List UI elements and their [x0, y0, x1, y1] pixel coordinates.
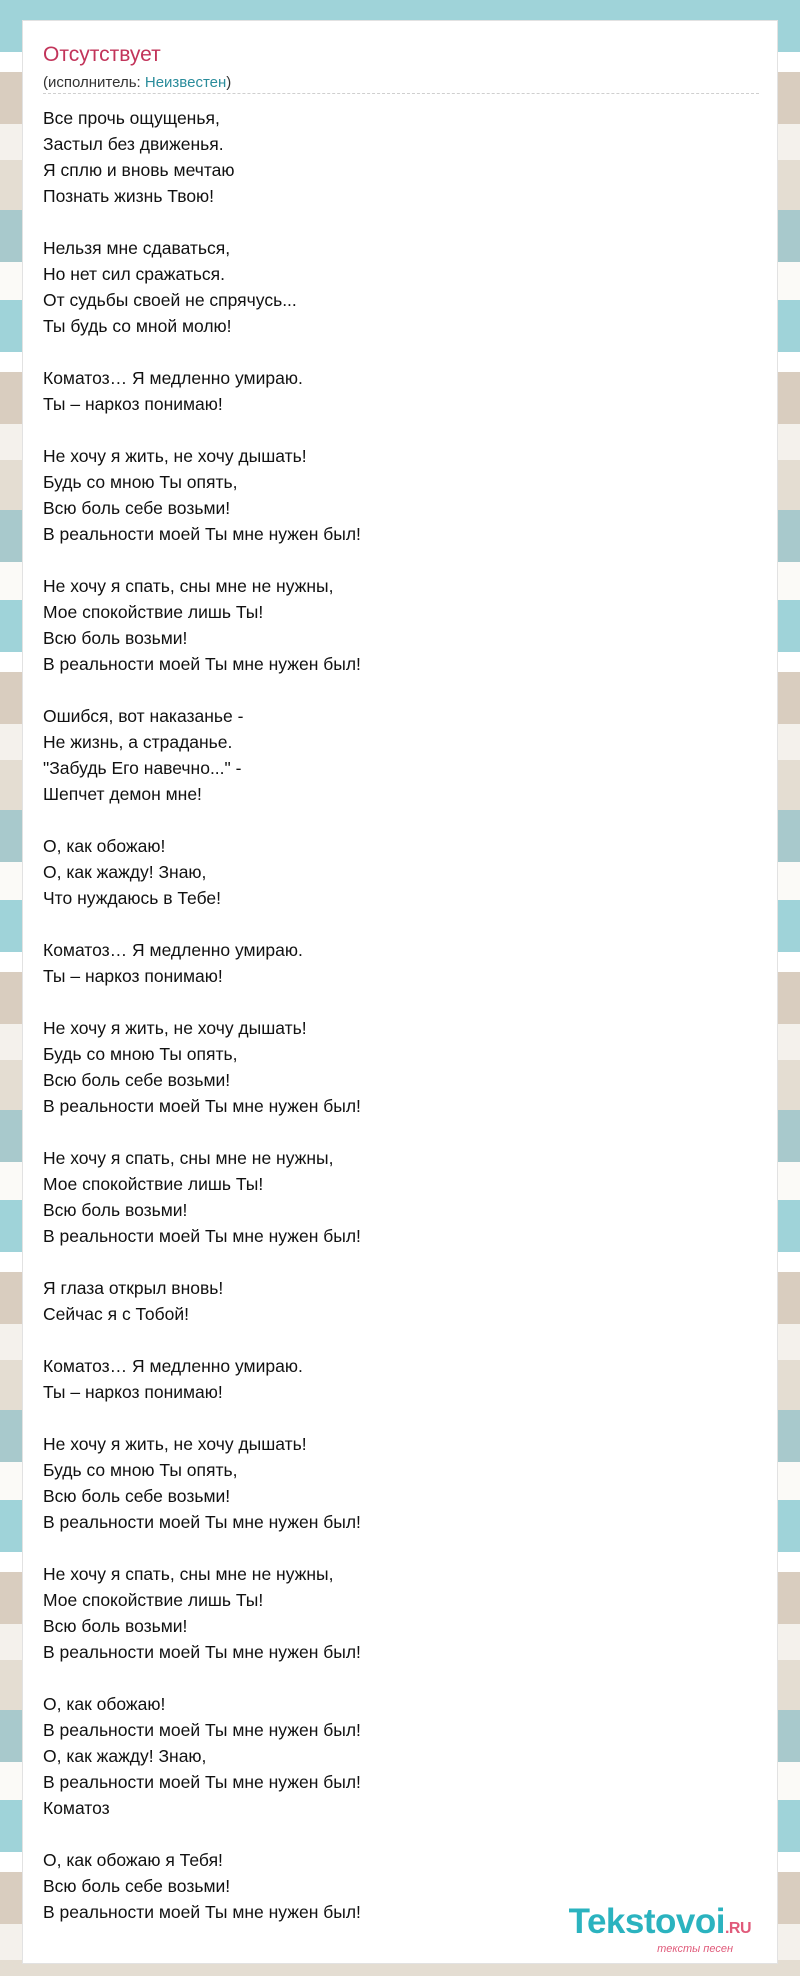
lyric-line: Всю боль себе возьми! [43, 1876, 231, 1896]
lyric-line: Нельзя мне сдаваться, [43, 238, 231, 258]
stanza-gap [43, 547, 743, 573]
stanza-gap [43, 989, 743, 1015]
lyric-line: В реальности моей Ты мне нужен был! [43, 1226, 361, 1246]
lyric-line: "Забудь Его навечно..." - [43, 758, 242, 778]
stanza [43, 105, 743, 209]
lyric-line: Мое спокойствие лишь Ты! [43, 1174, 264, 1194]
artist-prefix: (исполнитель: [43, 74, 145, 91]
lyric-line: Будь со мною Ты опять, [43, 472, 238, 492]
lyric-line: В реальности моей Ты мне нужен был! [43, 654, 361, 674]
stanza-gap [43, 1405, 743, 1431]
lyric-line: О, как обожаю я Тебя! [43, 1850, 223, 1870]
logo-tld: .RU [724, 1920, 751, 1937]
lyric-line: О, как обожаю! [43, 836, 166, 856]
stanza-gap [43, 1821, 743, 1847]
lyric-line: Ты – наркоз понимаю! [43, 966, 223, 986]
stanza [43, 937, 743, 989]
lyric-line: Познать жизнь Твою! [43, 186, 215, 206]
stanza [43, 1691, 743, 1821]
lyric-line: Застыл без движенья. [43, 134, 224, 154]
site-logo[interactable] [569, 1904, 751, 1955]
artist-suffix: ) [226, 74, 232, 91]
lyric-line: Не хочу я спать, сны мне не нужны, [43, 576, 334, 596]
lyric-line: В реальности моей Ты мне нужен был! [43, 1902, 361, 1922]
lyric-line: Не жизнь, а страданье. [43, 732, 233, 752]
lyric-line: От судьбы своей не спрячусь... [43, 290, 297, 310]
stanza-gap [43, 1327, 743, 1353]
stanza [43, 1561, 743, 1665]
stanza [43, 1275, 743, 1327]
lyric-line: Я глаза открыл вновь! [43, 1278, 224, 1298]
stanza-gap [43, 1665, 743, 1691]
stanza-gap [43, 1249, 743, 1275]
lyric-line: Мое спокойствие лишь Ты! [43, 1590, 264, 1610]
lyric-line: Я сплю и вновь мечтаю [43, 160, 235, 180]
lyric-line: Коматоз… Я медленно умираю. [43, 368, 303, 388]
lyric-line: Мое спокойствие лишь Ты! [43, 602, 264, 622]
stanza [43, 1353, 743, 1405]
logo-name: Tekstovoi [568, 1902, 725, 1941]
lyric-line: Шепчет демон мне! [43, 784, 202, 804]
lyric-line: О, как жажду! Знаю, [43, 1746, 207, 1766]
lyric-line: Всю боль себе возьми! [43, 1486, 231, 1506]
lyrics-text [43, 105, 743, 1925]
lyric-line: Но нет сил сражаться. [43, 264, 226, 284]
artist-line [43, 74, 231, 91]
stanza [43, 1015, 743, 1119]
lyric-line: Будь со мною Ты опять, [43, 1044, 238, 1064]
lyric-line: Сейчас я с Тобой! [43, 1304, 190, 1324]
lyric-line: В реальности моей Ты мне нужен был! [43, 1512, 361, 1532]
lyric-line: Коматоз… Я медленно умираю. [43, 940, 303, 960]
lyric-line: Будь со мною Ты опять, [43, 1460, 238, 1480]
lyric-line: Всю боль себе возьми! [43, 498, 231, 518]
stanza [43, 703, 743, 807]
stanza [43, 443, 743, 547]
lyric-line: Ты – наркоз понимаю! [43, 394, 223, 414]
artist-link[interactable]: Неизвестен [144, 74, 227, 91]
lyric-line: Что нуждаюсь в Тебе! [43, 888, 222, 908]
lyric-line: Не хочу я жить, не хочу дышать! [43, 1434, 307, 1454]
lyric-line: О, как обожаю! [43, 1694, 166, 1714]
lyric-line: О, как жажду! Знаю, [43, 862, 207, 882]
stanza-gap [43, 911, 743, 937]
stanza-gap [43, 1535, 743, 1561]
lyric-line: Не хочу я спать, сны мне не нужны, [43, 1148, 334, 1168]
stanza-gap [43, 1119, 743, 1145]
stanza [43, 1145, 743, 1249]
lyric-line: Не хочу я жить, не хочу дышать! [43, 1018, 307, 1038]
stanza-gap [43, 807, 743, 833]
lyric-line: Ты – наркоз понимаю! [43, 1382, 223, 1402]
lyric-line: Коматоз… Я медленно умираю. [43, 1356, 303, 1376]
stanza [43, 1431, 743, 1535]
lyric-line: Не хочу я спать, сны мне не нужны, [43, 1564, 334, 1584]
lyric-line: В реальности моей Ты мне нужен был! [43, 1720, 361, 1740]
lyric-line: Всю боль возьми! [43, 1616, 188, 1636]
lyric-line: Не хочу я жить, не хочу дышать! [43, 446, 307, 466]
logo-tagline: тексты песен [657, 1943, 733, 1955]
lyric-line: В реальности моей Ты мне нужен был! [43, 1096, 361, 1116]
stanza-gap [43, 209, 743, 235]
lyric-line: В реальности моей Ты мне нужен был! [43, 1642, 361, 1662]
stanza-gap [43, 677, 743, 703]
lyrics-card [22, 20, 778, 1964]
lyric-line: Ты будь со мной молю! [43, 316, 232, 336]
stanza [43, 235, 743, 339]
lyric-line: Коматоз [43, 1798, 110, 1818]
lyric-line: Ошибся, вот наказанье - [43, 706, 244, 726]
logo-wordmark [569, 1904, 751, 1947]
lyric-line: В реальности моей Ты мне нужен был! [43, 524, 361, 544]
stanza-gap [43, 339, 743, 365]
stanza-gap [43, 417, 743, 443]
lyric-line: Все прочь ощущенья, [43, 108, 220, 128]
lyric-line: В реальности моей Ты мне нужен был! [43, 1772, 361, 1792]
song-title: Отсутствует [43, 43, 161, 66]
stanza [43, 833, 743, 911]
stanza [43, 573, 743, 677]
lyric-line: Всю боль возьми! [43, 1200, 188, 1220]
stanza [43, 365, 743, 417]
lyric-line: Всю боль возьми! [43, 628, 188, 648]
lyric-line: Всю боль себе возьми! [43, 1070, 231, 1090]
divider [43, 93, 759, 94]
